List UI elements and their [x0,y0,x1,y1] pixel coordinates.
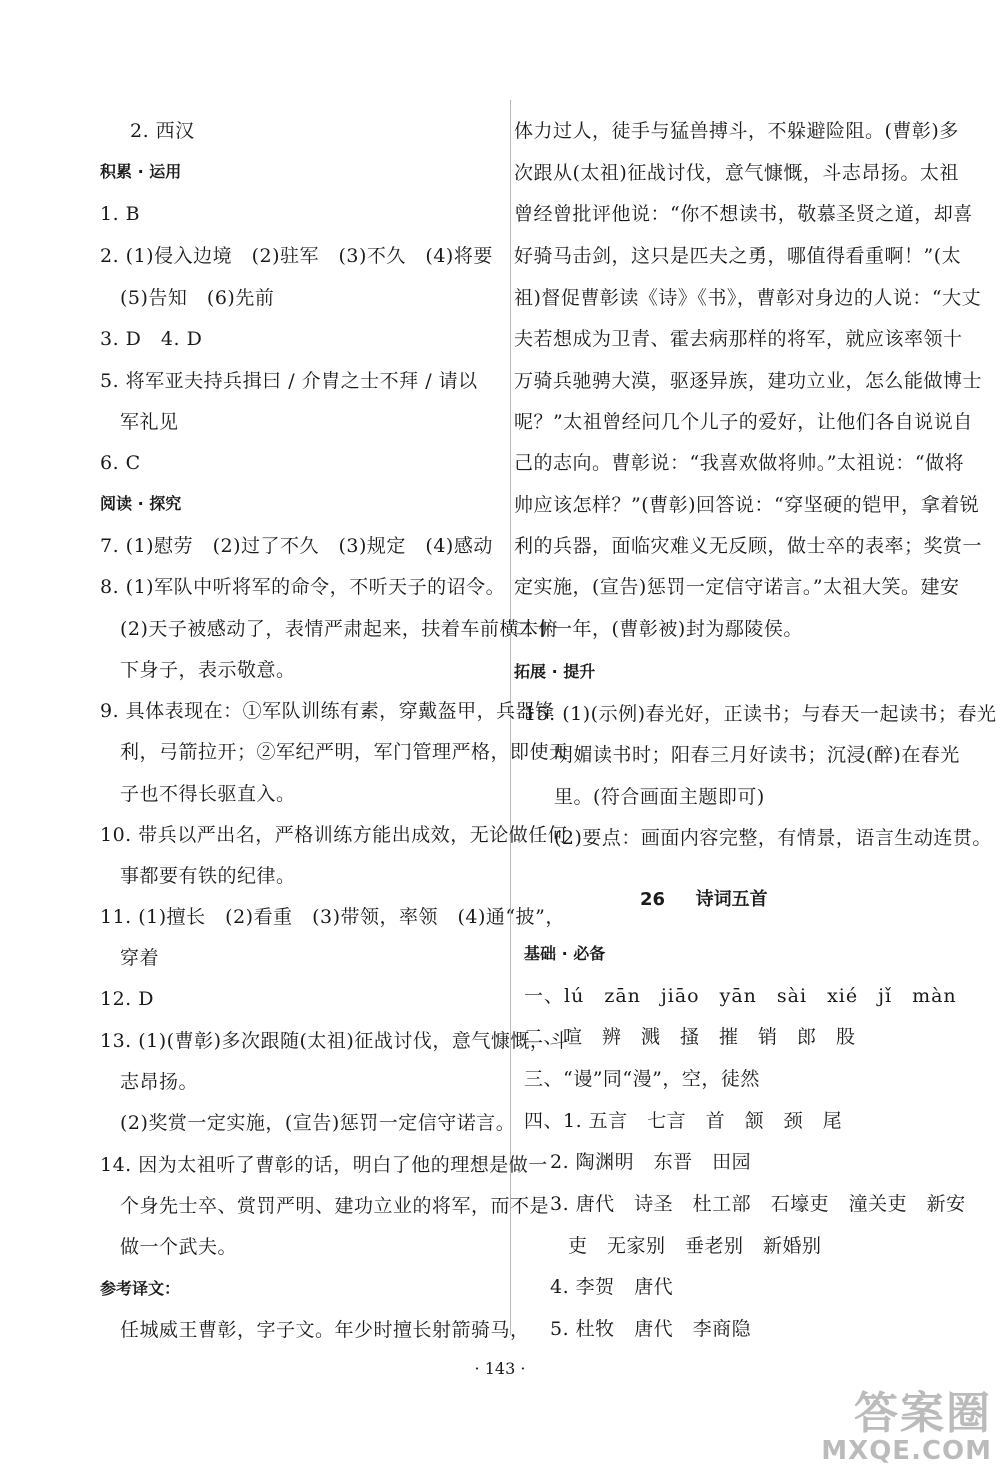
answer-15-line-1: 15. (1)(示例)春光好，正读书；与春天一起读书；春光 [524,703,997,725]
answer-13-line-2: 志昂扬。 [120,1071,199,1093]
answer-13-line-1: 13. (1)(曹彰)多次跟随(太祖)征战讨伐，意气慷慨，斗 [100,1030,569,1052]
answer-15-line-2: 明媚读书时；阳春三月好读书；沉浸(醉)在春光 [554,744,960,766]
answer-14-line-2: 个身先士卒、赏罚严明、建功立业的将军，而不是 [120,1195,550,1217]
answer-two-characters: 二、喧 辨 溅 搔 摧 销 郎 股 [524,1026,856,1048]
translation-line-9: 呢？”太祖曾经问几个儿子的爱好，让他们各自说说自 [514,411,973,433]
answer-9-line-3: 子也不得长驱直入。 [120,783,296,805]
page-number: · 143 · [474,1359,526,1378]
watermark-url: MXQE.COM [821,1436,992,1466]
answer-10-line-2: 事都要有铁的纪律。 [120,865,296,887]
section-heading-jilei: 积累 · 运用 [100,162,182,181]
answer-2-line-1: 2. (1)侵入边境 (2)驻军 (3)不久 (4)将要 [100,245,493,267]
answer-11-line-2: 穿着 [120,947,160,969]
answer-four-3-line-2: 吏 无家别 垂老别 新婚别 [568,1235,822,1257]
translation-line-12: 利的兵器，面临灾难义无反顾，做士卒的表率；奖赏一 [514,535,983,557]
answer-10-line-1: 10. 带兵以严出名，严格训练方能出成效，无论做任何 [100,824,568,846]
translation-line-8: 万骑兵驰骋大漠，驱逐异族，建功立业，怎么能做博士 [514,370,983,392]
answer-8-line-3: 下身子，表示敬意。 [120,659,296,681]
section-heading-jichu: 基础 · 必备 [524,944,606,963]
translation-line-6: 祖)督促曹彰读《诗》《书》，曹彰对身边的人说：“大丈 [514,287,982,309]
answer-11-line-1: 11. (1)擅长 (2)看重 (3)带领，率领 (4)通“披”， [100,906,565,928]
answer-15-line-3: 里。(符合画面主题即可) [554,786,765,808]
answer-14-line-1: 14. 因为太祖听了曹彰的话，明白了他的理想是做一 [100,1154,548,1176]
translation-line-4: 曾经曾批评他说：“你不想读书，敬慕圣贤之道，却喜 [514,203,973,225]
lesson-number: 26 [640,889,666,910]
answer-9-line-1: 9. 具体表现在：①军队训练有素，穿戴盔甲，兵器锋 [100,700,555,722]
translation-line-5: 好骑马击剑，这只是匹夫之勇，哪值得看重啊！”(太 [514,245,962,267]
answer-1: 1. B [100,203,141,225]
corner-watermark-logo [821,1388,992,1466]
section-heading-yuedu: 阅读 · 探究 [100,494,182,513]
answer-four-5: 5. 杜牧 唐代 李商隐 [550,1318,752,1340]
answer-3-4: 3. D 4. D [100,328,203,350]
answer-5-line-2: 军礼见 [120,411,179,433]
answer-three: 三、“谩”同“漫”，空，徒然 [524,1068,760,1090]
watermark-brand: 答案圈 [854,1388,992,1439]
answer-7: 7. (1)慰劳 (2)过了不久 (3)规定 (4)感动 [100,535,493,557]
answer-8-line-1: 8. (1)军队中听将军的命令，不听天子的诏令。 [100,576,506,598]
answer-13-line-3: (2)奖赏一定实施，(宣告)惩罚一定信守诺言。 [120,1112,516,1134]
translation-line-2: 体力过人，徒手与猛兽搏斗，不躲避险阻。(曹彰)多 [514,120,959,142]
answer-5-line-1: 5. 将军亚夫持兵揖曰 / 介胄之士不拜 / 请以 [100,370,478,392]
translation-line-7: 夫若想成为卫青、霍去病那样的将军，就应该率领十 [514,328,963,350]
answer-four-3-line-1: 3. 唐代 诗圣 杜工部 石壕吏 潼关吏 新安 [550,1193,966,1215]
answer-8-line-2: (2)天子被感动了，表情严肃起来，扶着车前横木俯 [120,618,558,640]
translation-line-14: 二十一年，(曹彰被)封为鄢陵侯。 [514,618,803,640]
translation-line-1: 任城威王曹彰，字子文。年少时擅长射箭骑马， [120,1319,530,1341]
answer-12: 12. D [100,988,154,1010]
answer-2-line-2: (5)告知 (6)先前 [120,287,275,309]
section-heading-tuozhan: 拓展 · 提升 [514,662,596,681]
answer-9-line-2: 利，弓箭拉开；②军纪严明，军门管理严格，即使天 [120,741,569,763]
answer-14-line-3: 做一个武夫。 [120,1236,238,1258]
answer-15-line-4: (2)要点：画面内容完整，有情景，语言生动连贯。 [554,827,992,849]
answer-four-2: 2. 陶渊明 东晋 田园 [550,1151,752,1173]
lesson-name: 诗词五首 [695,889,768,910]
section-heading-yiwen: 参考译文： [100,1279,181,1298]
answer-four-4: 4. 李贺 唐代 [550,1276,674,1298]
answer-one-pinyin: 一、lú zān jiāo yān sài xié jǐ màn [524,985,957,1007]
answer-6: 6. C [100,452,141,474]
translation-line-10: 己的志向。曹彰说：“我喜欢做将帅。”太祖说：“做将 [514,452,965,474]
lesson-title [640,887,768,913]
answer-four-1: 四、1. 五言 七言 首 颔 颈 尾 [524,1110,843,1132]
translation-line-13: 定实施，(宣告)惩罚一定信守诺言。”太祖大笑。建安 [514,576,960,598]
translation-line-11: 帅应该怎样？”(曹彰)回答说：“穿坚硬的铠甲，拿着锐 [514,494,980,516]
answer-2-xihan: 2. 西汉 [130,120,195,142]
translation-line-3: 次跟从(太祖)征战讨伐，意气慷慨，斗志昂扬。太祖 [514,162,959,184]
